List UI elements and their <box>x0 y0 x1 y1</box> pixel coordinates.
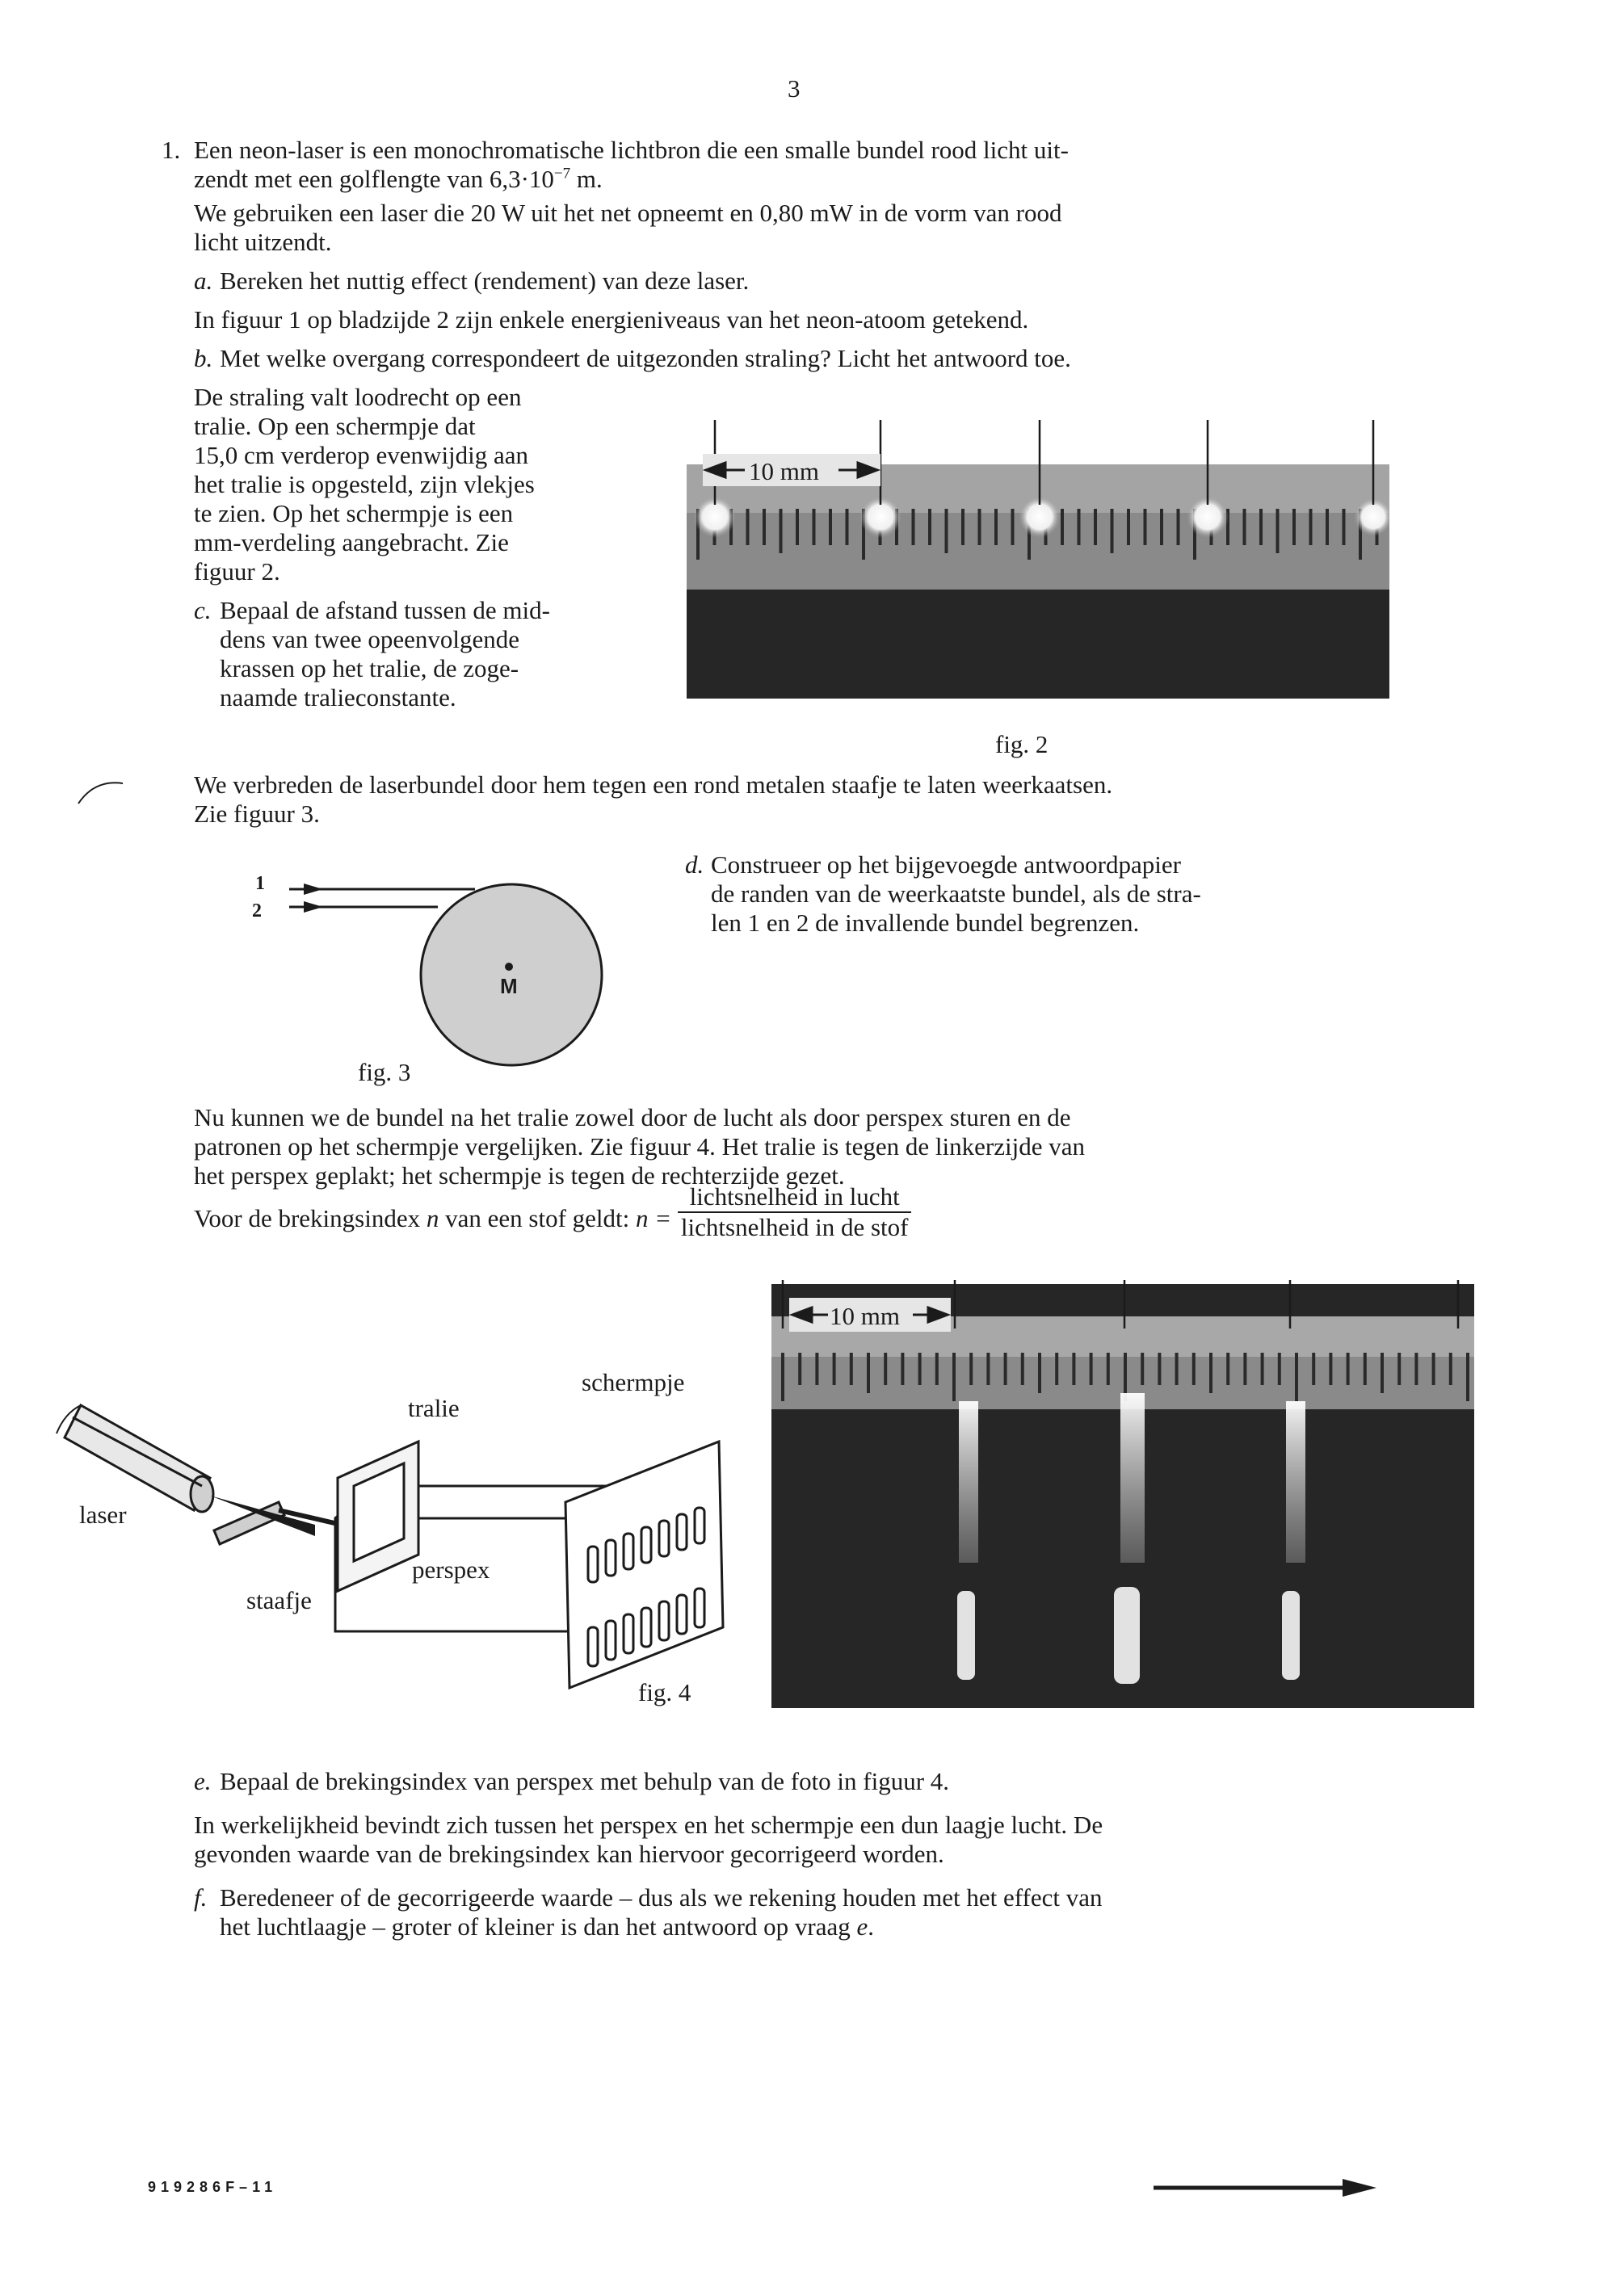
air-layer-line-1: In werkelijkheid bevindt zich tussen het perspex en het schermpje een dun laagje lucht. De <box>194 1811 1103 1839</box>
sub-question-a: Bereken het nuttig effect (rendement) van deze laser. <box>220 267 750 295</box>
sub-question-f-line-2: het luchtlaagje – groter of kleiner is dan het antwoord op vraag e. <box>220 1912 875 1941</box>
figure-4-setup-diagram <box>48 1357 751 1712</box>
ray-1-label: 1 <box>255 873 265 894</box>
figure-2-caption: fig. 2 <box>995 730 1049 758</box>
intro-line-3: We gebruiken een laser die 20 W uit het net opneemt en 0,80 mW in de vorm van rood <box>194 199 1062 227</box>
figure-1-reference: In figuur 1 op bladzijde 2 zijn enkele energieniveaus van het neon-atoom getekend. <box>194 305 1029 334</box>
sub-question-b-letter: b. <box>194 344 213 372</box>
ray-2-label: 2 <box>252 900 262 921</box>
center-label: M <box>500 974 518 998</box>
sub-question-c-line-3: krassen op het tralie, de zoge- <box>220 654 519 682</box>
footer-exam-code: 919286F–11 <box>148 2179 278 2195</box>
figure-4-caption: fig. 4 <box>638 1678 691 1706</box>
sub-question-f-letter: f. <box>194 1883 208 1912</box>
figure-2-photo <box>687 416 1389 699</box>
label-schermpje: schermpje <box>582 1368 685 1396</box>
straling-line-5: te zien. Op het schermpje is een <box>194 499 514 527</box>
center-point <box>505 963 513 971</box>
perspex-line-3: het perspex geplakt; het schermpje is tegen de rechterzijde gezet. <box>194 1161 845 1190</box>
figure-3-diagram <box>242 852 614 1086</box>
straling-line-3: 15,0 cm verderop evenwijdig aan <box>194 441 529 469</box>
laser-body <box>65 1405 213 1512</box>
page-number: 3 <box>788 74 801 103</box>
sub-question-b: Met welke overgang correspondeert de uitgezonden straling? Licht het antwoord toe. <box>220 344 1071 372</box>
figure-3-caption: fig. 3 <box>358 1058 411 1086</box>
grating-tralie <box>338 1442 418 1591</box>
figure-4-photo <box>771 1280 1474 1708</box>
intro-line-2: zendt met een golflengte van $6,3\cdot 10^{-7}$ m. <box>194 165 603 193</box>
sub-question-f-line-1: Beredeneer of de gecorrigeerde waarde – dus als we rekening houden met het effect van <box>220 1883 1103 1912</box>
formula-denominator: lichtsnelheid in de stof <box>680 1213 909 1241</box>
sub-question-c-line-1: Bepaal de afstand tussen de mid- <box>220 596 550 624</box>
label-perspex: perspex <box>412 1555 490 1584</box>
label-tralie: tralie <box>408 1394 460 1422</box>
straling-line-6: mm-verdeling aangebracht. Zie <box>194 528 509 556</box>
sub-question-e: Bepaal de brekingsindex van perspex met behulp van de foto in figuur 4. <box>220 1767 950 1795</box>
sub-question-c-line-4: naamde tralieconstante. <box>220 683 456 711</box>
intro-line-1: Een neon-laser is een monochromatische lichtbron die een smalle bundel rood licht uit- <box>194 136 1069 164</box>
air-layer-line-2: gevonden waarde van de brekingsindex kan hiervoor gecorrigeerd worden. <box>194 1840 944 1868</box>
perspex-line-1: Nu kunnen we de bundel na het tralie zowel door de lucht als door perspex sturen en de <box>194 1103 1071 1131</box>
next-page-arrow-icon <box>1154 2176 1380 2200</box>
straling-line-7: figuur 2. <box>194 557 280 586</box>
intro-line-4: licht uitzendt. <box>194 228 332 256</box>
sub-question-d-line-2: de randen van de weerkaatste bundel, als de stra- <box>711 879 1201 908</box>
verbreden-line-2: Zie figuur 3. <box>194 800 320 828</box>
straling-line-1: De straling valt loodrecht op een <box>194 383 522 411</box>
formula-numerator: lichtsnelheid in lucht <box>678 1182 912 1213</box>
sub-question-c-letter: c. <box>194 596 212 624</box>
refraction-formula: Voor de brekingsindex n van een stof geldt: n = $\frac{\text{lichtsnelheid in lucht}}{\text{lichtsnelheid in de stof}}$ <box>194 1200 911 1242</box>
sub-question-e-letter: e. <box>194 1767 212 1795</box>
sub-question-a-letter: a. <box>194 267 213 295</box>
sub-question-c-line-2: dens van twee opeenvolgende <box>220 625 520 653</box>
sub-question-d-line-3: len 1 en 2 de invallende bundel begrenzen. <box>711 909 1140 937</box>
perspex-line-2: patronen op het schermpje vergelijken. Zie figuur 4. Het tralie is tegen de linkerzijde van <box>194 1132 1085 1161</box>
straling-line-4: het tralie is opgesteld, zijn vlekjes <box>194 470 535 498</box>
verbreden-line-1: We verbreden de laserbundel door hem tegen een rond metalen staafje te laten weerkaatsen. <box>194 770 1113 799</box>
figure-2-scale-label: 10 mm <box>749 457 819 485</box>
margin-hook-mark <box>74 775 139 808</box>
figure-4-scale-label: 10 mm <box>830 1302 900 1330</box>
label-laser: laser <box>79 1501 127 1529</box>
sub-question-d-line-1: Construeer op het bijgevoegde antwoordpapier <box>711 850 1181 879</box>
question-number: 1. <box>162 136 181 164</box>
straling-line-2: tralie. Op een schermpje dat <box>194 412 476 440</box>
sub-question-d-letter: d. <box>685 850 704 879</box>
label-staafje: staafje <box>246 1586 312 1614</box>
